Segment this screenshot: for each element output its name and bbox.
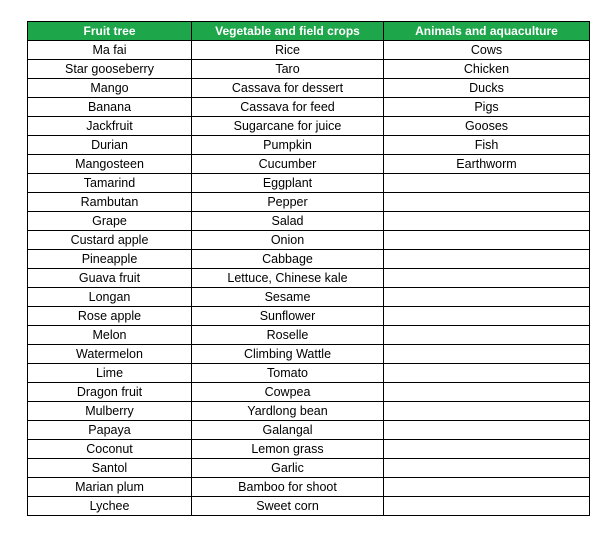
vegetable-crop-cell: Sesame xyxy=(192,288,384,307)
table-row xyxy=(28,421,590,440)
vegetable-crop-cell: Onion xyxy=(192,231,384,250)
vegetable-crop-cell: Sunflower xyxy=(192,307,384,326)
table-row xyxy=(28,193,590,212)
table-body xyxy=(28,41,590,516)
animal-aquaculture-cell xyxy=(384,421,590,440)
animal-aquaculture-cell: Pigs xyxy=(384,98,590,117)
vegetable-crop-cell: Cucumber xyxy=(192,155,384,174)
vegetable-crop-cell: Rice xyxy=(192,41,384,60)
animal-aquaculture-cell xyxy=(384,250,590,269)
table-row xyxy=(28,60,590,79)
vegetable-crop-cell: Galangal xyxy=(192,421,384,440)
animal-aquaculture-cell xyxy=(384,212,590,231)
crop-table-container xyxy=(27,21,590,516)
fruit-tree-cell: Marian plum xyxy=(28,478,192,497)
animal-aquaculture-cell xyxy=(384,497,590,516)
vegetable-crop-cell: Sweet corn xyxy=(192,497,384,516)
fruit-tree-cell: Jackfruit xyxy=(28,117,192,136)
fruit-tree-cell: Banana xyxy=(28,98,192,117)
table-row xyxy=(28,136,590,155)
fruit-tree-cell: Coconut xyxy=(28,440,192,459)
animal-aquaculture-cell xyxy=(384,440,590,459)
vegetable-crop-cell: Taro xyxy=(192,60,384,79)
fruit-tree-cell: Mango xyxy=(28,79,192,98)
vegetable-crop-cell: Pepper xyxy=(192,193,384,212)
table-row xyxy=(28,98,590,117)
animal-aquaculture-cell xyxy=(384,307,590,326)
table-row xyxy=(28,41,590,60)
fruit-tree-cell: Melon xyxy=(28,326,192,345)
fruit-tree-cell: Rambutan xyxy=(28,193,192,212)
table-row xyxy=(28,402,590,421)
table-row xyxy=(28,79,590,98)
fruit-tree-cell: Mulberry xyxy=(28,402,192,421)
fruit-tree-cell: Santol xyxy=(28,459,192,478)
vegetable-crop-cell: Tomato xyxy=(192,364,384,383)
animal-aquaculture-cell xyxy=(384,383,590,402)
animal-aquaculture-cell xyxy=(384,288,590,307)
table-row xyxy=(28,383,590,402)
header-vegetable-field-crops: Vegetable and field crops xyxy=(192,22,384,41)
vegetable-crop-cell: Garlic xyxy=(192,459,384,478)
fruit-tree-cell: Guava fruit xyxy=(28,269,192,288)
animal-aquaculture-cell xyxy=(384,478,590,497)
header-row xyxy=(28,22,590,41)
vegetable-crop-cell: Bamboo for shoot xyxy=(192,478,384,497)
vegetable-crop-cell: Lemon grass xyxy=(192,440,384,459)
crop-table xyxy=(27,21,590,516)
fruit-tree-cell: Pineapple xyxy=(28,250,192,269)
animal-aquaculture-cell: Fish xyxy=(384,136,590,155)
animal-aquaculture-cell: Chicken xyxy=(384,60,590,79)
table-row xyxy=(28,269,590,288)
fruit-tree-cell: Papaya xyxy=(28,421,192,440)
animal-aquaculture-cell xyxy=(384,326,590,345)
table-row xyxy=(28,117,590,136)
vegetable-crop-cell: Eggplant xyxy=(192,174,384,193)
header-animals-aquaculture: Animals and aquaculture xyxy=(384,22,590,41)
table-row xyxy=(28,250,590,269)
table-row xyxy=(28,459,590,478)
animal-aquaculture-cell xyxy=(384,459,590,478)
animal-aquaculture-cell: Earthworm xyxy=(384,155,590,174)
animal-aquaculture-cell xyxy=(384,231,590,250)
fruit-tree-cell: Mangosteen xyxy=(28,155,192,174)
animal-aquaculture-cell: Ducks xyxy=(384,79,590,98)
fruit-tree-cell: Rose apple xyxy=(28,307,192,326)
header-fruit-tree: Fruit tree xyxy=(28,22,192,41)
table-row xyxy=(28,345,590,364)
vegetable-crop-cell: Cowpea xyxy=(192,383,384,402)
fruit-tree-cell: Longan xyxy=(28,288,192,307)
animal-aquaculture-cell xyxy=(384,269,590,288)
animal-aquaculture-cell xyxy=(384,193,590,212)
fruit-tree-cell: Grape xyxy=(28,212,192,231)
fruit-tree-cell: Lime xyxy=(28,364,192,383)
table-row xyxy=(28,155,590,174)
fruit-tree-cell: Custard apple xyxy=(28,231,192,250)
vegetable-crop-cell: Climbing Wattle xyxy=(192,345,384,364)
fruit-tree-cell: Durian xyxy=(28,136,192,155)
fruit-tree-cell: Lychee xyxy=(28,497,192,516)
table-row xyxy=(28,288,590,307)
table-row xyxy=(28,212,590,231)
fruit-tree-cell: Watermelon xyxy=(28,345,192,364)
vegetable-crop-cell: Yardlong bean xyxy=(192,402,384,421)
table-row xyxy=(28,364,590,383)
vegetable-crop-cell: Cassava for dessert xyxy=(192,79,384,98)
vegetable-crop-cell: Pumpkin xyxy=(192,136,384,155)
animal-aquaculture-cell xyxy=(384,345,590,364)
table-row xyxy=(28,326,590,345)
vegetable-crop-cell: Cassava for feed xyxy=(192,98,384,117)
animal-aquaculture-cell xyxy=(384,364,590,383)
vegetable-crop-cell: Roselle xyxy=(192,326,384,345)
animal-aquaculture-cell: Gooses xyxy=(384,117,590,136)
table-row xyxy=(28,478,590,497)
table-row xyxy=(28,497,590,516)
animal-aquaculture-cell: Cows xyxy=(384,41,590,60)
animal-aquaculture-cell xyxy=(384,402,590,421)
vegetable-crop-cell: Lettuce, Chinese kale xyxy=(192,269,384,288)
fruit-tree-cell: Star gooseberry xyxy=(28,60,192,79)
vegetable-crop-cell: Sugarcane for juice xyxy=(192,117,384,136)
table-row xyxy=(28,174,590,193)
table-row xyxy=(28,231,590,250)
vegetable-crop-cell: Salad xyxy=(192,212,384,231)
fruit-tree-cell: Dragon fruit xyxy=(28,383,192,402)
table-row xyxy=(28,440,590,459)
fruit-tree-cell: Ma fai xyxy=(28,41,192,60)
vegetable-crop-cell: Cabbage xyxy=(192,250,384,269)
table-row xyxy=(28,307,590,326)
fruit-tree-cell: Tamarind xyxy=(28,174,192,193)
animal-aquaculture-cell xyxy=(384,174,590,193)
